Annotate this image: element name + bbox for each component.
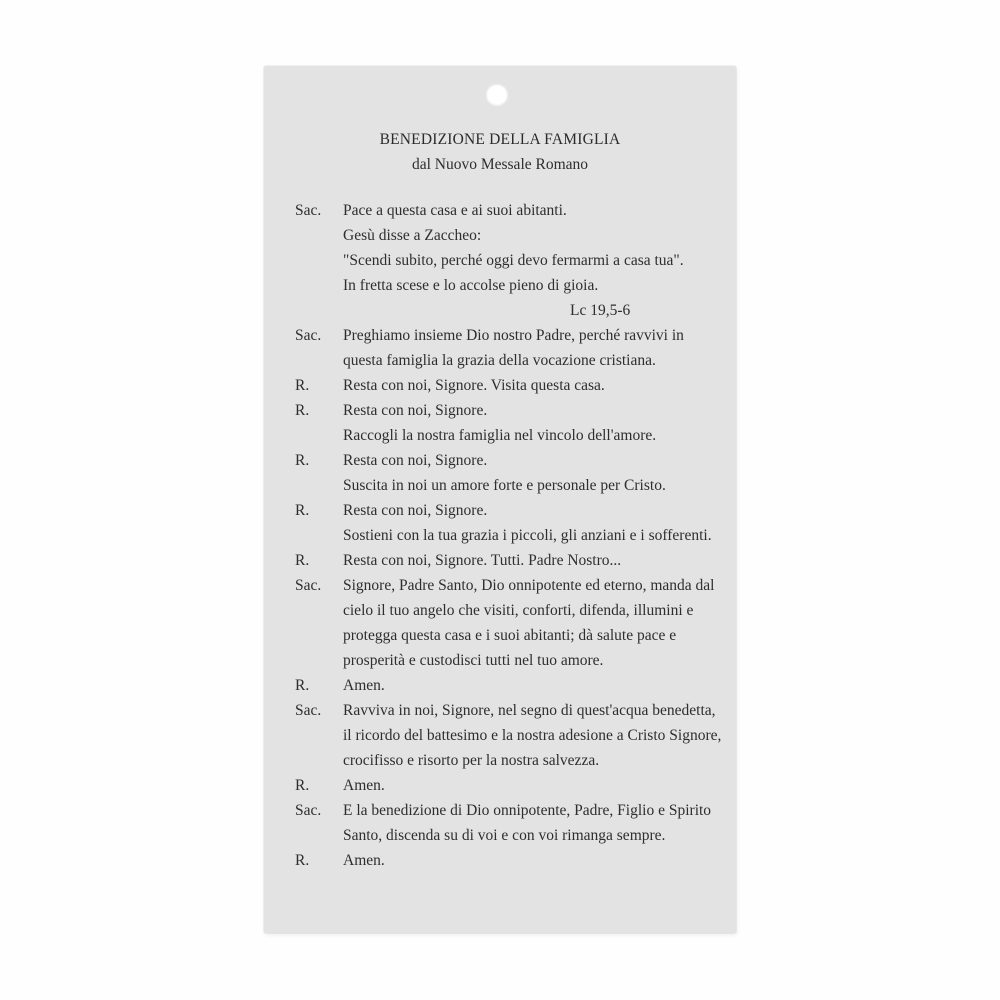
speaker-label: Sac. (295, 577, 322, 594)
speaker-label: Sac. (295, 202, 322, 219)
dialogue-line: Amen. (343, 677, 385, 694)
dialogue-lines (343, 848, 714, 873)
dialogue-line: Resta con noi, Signore. (343, 502, 488, 519)
speaker-label: R. (295, 552, 310, 569)
scripture-citation: Lc 19,5-6 (570, 302, 631, 319)
speaker-label: R. (295, 377, 310, 394)
dialogue-lines (343, 548, 714, 573)
speaker-label: R. (295, 502, 310, 519)
dialogue-line: "Scendi subito, perché oggi devo fermarmi a casa tua". (343, 252, 684, 269)
dialogue-lines (343, 373, 714, 398)
dialogue-entry (295, 198, 714, 298)
dialogue-line: Signore, Padre Santo, Dio onnipotente ed eterno, manda dal (343, 577, 715, 594)
dialogue-entry (295, 798, 714, 848)
dialogue-list (264, 198, 736, 873)
dialogue-entry (295, 698, 722, 773)
dialogue-entry (295, 673, 714, 698)
dialogue-lines (343, 498, 714, 548)
speaker-label: Sac. (295, 702, 322, 719)
dialogue-line: Pace a questa casa e ai suoi abitanti. (343, 202, 567, 219)
dialogue-entry (295, 498, 714, 548)
dialogue-line: E la benedizione di Dio onnipotente, Padre, Figlio e Spirito (343, 802, 712, 819)
dialogue-line: prosperità e custodisci tutti nel tuo amore. (343, 652, 604, 669)
dialogue-line: Gesù disse a Zaccheo: (343, 227, 482, 244)
dialogue-line: Ravviva in noi, Signore, nel segno di quest'acqua benedetta, (343, 702, 716, 719)
dialogue-lines (343, 673, 714, 698)
dialogue-line: In fretta scese e lo accolse pieno di gioia. (343, 277, 599, 294)
card-subtitle: dal Nuovo Messale Romano (411, 156, 589, 173)
speaker-label: R. (295, 677, 310, 694)
dialogue-lines (343, 773, 714, 798)
dialogue-entry (295, 448, 714, 498)
dialogue-lines (343, 298, 714, 323)
dialogue-line: Resta con noi, Signore. Visita questa casa. (343, 377, 605, 394)
dialogue-line: Resta con noi, Signore. (343, 402, 488, 419)
dialogue-line: Sostieni con la tua grazia i piccoli, gli anziani e i sofferenti. (343, 527, 712, 544)
speaker-label: Sac. (295, 327, 322, 344)
dialogue-lines (343, 323, 714, 373)
dialogue-line: cielo il tuo angelo che visiti, conforti, difenda, illumini e (343, 602, 694, 619)
dialogue-entry (295, 373, 714, 398)
dialogue-line: il ricordo del battesimo e la nostra adesione a Cristo Signore, (343, 727, 722, 744)
speaker-label: R. (295, 402, 310, 419)
dialogue-line: Raccogli la nostra famiglia nel vincolo dell'amore. (343, 427, 657, 444)
dialogue-line: Suscita in noi un amore forte e personale per Cristo. (343, 477, 666, 494)
citation-entry (295, 298, 714, 323)
speaker-label: Sac. (295, 802, 322, 819)
dialogue-lines (343, 448, 714, 498)
dialogue-lines (343, 198, 714, 298)
speaker-label: R. (295, 777, 310, 794)
speaker-label: R. (295, 852, 310, 869)
card-title: BENEDIZIONE DELLA FAMIGLIA (379, 131, 621, 148)
dialogue-line: Santo, discenda su di voi e con voi rimanga sempre. (343, 827, 666, 844)
dialogue-entry (295, 573, 714, 673)
dialogue-line: Resta con noi, Signore. (343, 452, 488, 469)
dialogue-line: Amen. (343, 852, 385, 869)
dialogue-lines (343, 573, 714, 673)
speaker-label: R. (295, 452, 310, 469)
dialogue-entry (295, 773, 714, 798)
dialogue-lines (343, 698, 722, 773)
dialogue-lines (343, 798, 714, 848)
prayer-card (264, 66, 736, 933)
dialogue-entry (295, 323, 714, 373)
dialogue-line: Preghiamo insieme Dio nostro Padre, perché ravvivi in (343, 327, 684, 344)
dialogue-lines (343, 398, 714, 448)
dialogue-entry (295, 848, 714, 873)
punch-hole (486, 84, 508, 106)
dialogue-entry (295, 398, 714, 448)
dialogue-line: questa famiglia la grazia della vocazione cristiana. (343, 352, 656, 369)
dialogue-entry (295, 548, 714, 573)
dialogue-line: Resta con noi, Signore. Tutti. Padre Nostro... (343, 552, 622, 569)
dialogue-line: protegga questa casa e i suoi abitanti; dà salute pace e (343, 627, 677, 644)
dialogue-line: crocifisso e risorto per la nostra salvezza. (343, 752, 600, 769)
speaker-label (295, 298, 343, 323)
dialogue-line: Amen. (343, 777, 385, 794)
